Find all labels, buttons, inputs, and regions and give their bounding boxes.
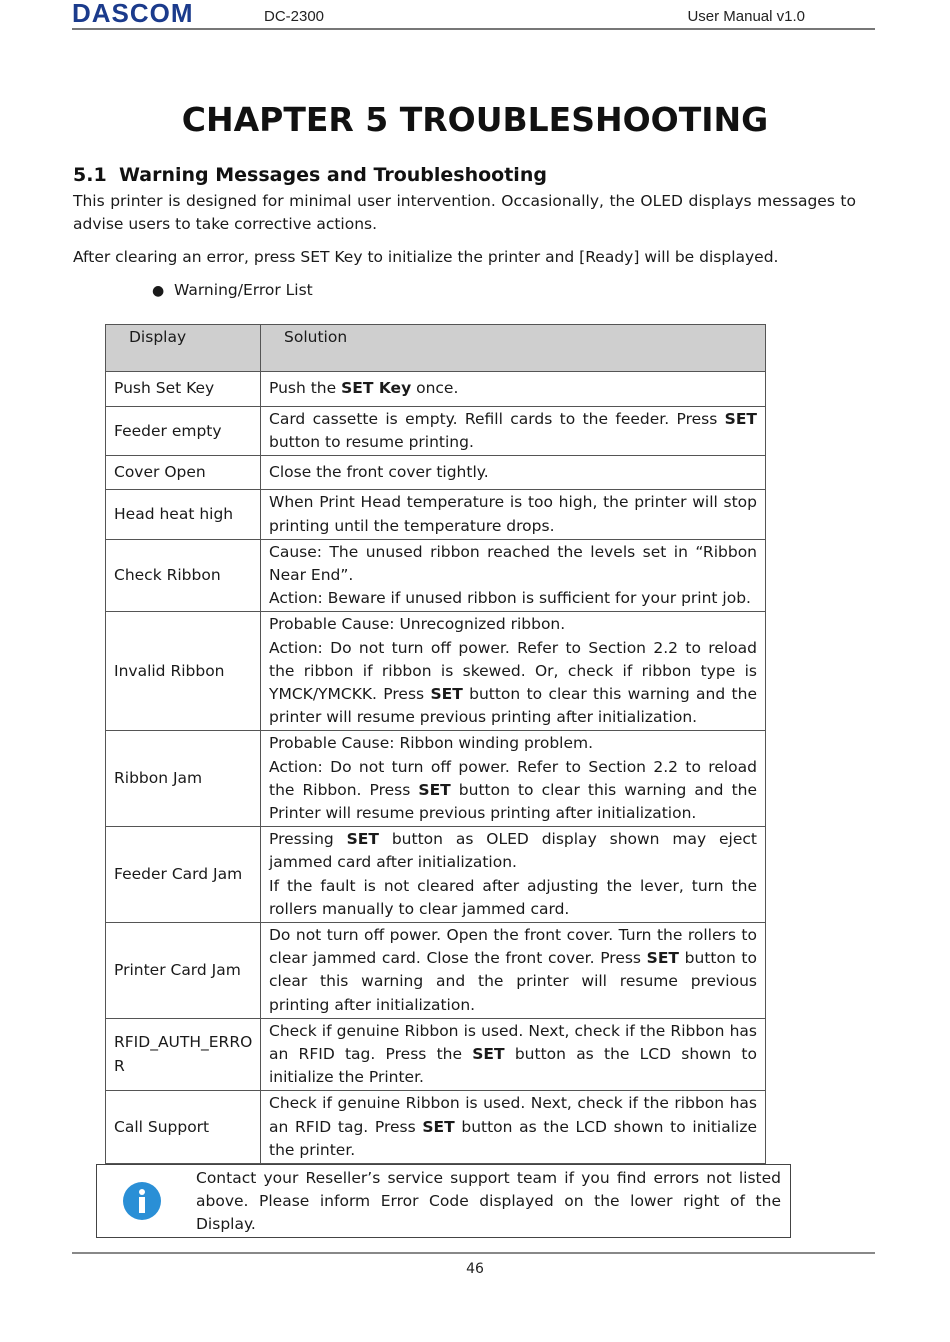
model-name: DC-2300 <box>264 8 325 25</box>
section-heading <box>73 164 547 186</box>
table-header-row <box>106 325 766 372</box>
table-row <box>106 456 766 490</box>
display-cell: Head heat high <box>106 490 261 539</box>
solution-cell: Close the front cover tightly. <box>261 456 766 490</box>
display-cell: Push Set Key <box>106 372 261 407</box>
page-header <box>72 0 875 30</box>
solution-cell: Card cassette is empty. Refill cards to the feeder. Press SET button to resume printing. <box>261 407 766 456</box>
table-row <box>106 407 766 456</box>
table-row <box>106 827 766 923</box>
table-row <box>106 372 766 407</box>
contact-note-box <box>96 1164 791 1238</box>
solution-cell: Do not turn off power. Open the front cover. Turn the rollers to clear jammed card. Close the front cover. Press SET button to clear this warning and the printer will resume previous printing after initialization. <box>261 923 766 1019</box>
section-number: 5.1 <box>73 164 107 186</box>
table-row <box>106 923 766 1019</box>
section-title: Warning Messages and Troubleshooting <box>119 164 547 186</box>
dascom-logo: DASCOM <box>72 0 194 28</box>
header-display: Display <box>106 325 261 372</box>
display-cell: Feeder empty <box>106 407 261 456</box>
solution-cell: Check if genuine Ribbon is used. Next, check if the ribbon has an RFID tag. Press SET button as the LCD shown to initialize the printer. <box>261 1091 766 1164</box>
solution-cell: Pressing SET button as OLED display shown may eject jammed card after initialization. If the fault is not cleared after adjusting the lever, turn the rollers manually to clear jammed card. <box>261 827 766 923</box>
display-cell: Call Support <box>106 1091 261 1164</box>
display-cell: Cover Open <box>106 456 261 490</box>
manual-version: User Manual v1.0 <box>687 8 805 25</box>
solution-cell: Push the SET Key once. <box>261 372 766 407</box>
footer-divider <box>72 1252 875 1254</box>
note-text: Contact your Reseller’s service support team if you find errors not listed above. Please inform Error Code displayed on the lower right of the Display. <box>196 1169 781 1233</box>
bullet-label: Warning/Error List <box>174 281 313 299</box>
display-cell: RFID_AUTH_ERROR <box>106 1018 261 1091</box>
table-row <box>106 539 766 612</box>
table-row <box>106 1091 766 1164</box>
chapter-title: CHAPTER 5 TROUBLESHOOTING <box>181 100 769 139</box>
solution-cell: Cause: The unused ribbon reached the levels set in “Ribbon Near End”. Action: Beware if unused ribbon is sufficient for your print job. <box>261 539 766 612</box>
warning-error-table <box>105 324 766 1164</box>
display-cell: Ribbon Jam <box>106 731 261 827</box>
header-solution: Solution <box>261 325 766 372</box>
solution-cell: Check if genuine Ribbon is used. Next, check if the Ribbon has an RFID tag. Press the SET button as the LCD shown to initialize the Printer. <box>261 1018 766 1091</box>
table-row <box>106 490 766 539</box>
solution-cell: When Print Head temperature is too high, the printer will stop printing until the temperature drops. <box>261 490 766 539</box>
page-number: 46 <box>466 1261 484 1277</box>
solution-cell: Probable Cause: Ribbon winding problem. Action: Do not turn off power. Refer to Section 2.2 to reload the Ribbon. Press SET button to clear this warning and the Printer will resume previous printing after initialization. <box>261 731 766 827</box>
display-cell: Check Ribbon <box>106 539 261 612</box>
table-row <box>106 1018 766 1091</box>
display-cell: Invalid Ribbon <box>106 612 261 731</box>
table-row <box>106 731 766 827</box>
intro-paragraph: This printer is designed for minimal user intervention. Occasionally, the OLED displays messages to advise users to take corrective actions. <box>73 192 856 233</box>
table-row <box>106 612 766 731</box>
bullet-dot-icon: ● <box>152 283 165 299</box>
solution-cell: Probable Cause: Unrecognized ribbon. Action: Do not turn off power. Refer to Section 2.2 to reload the ribbon if ribbon is skewed. Or, check if ribbon type is YMCK/YMCKK. Press SET button to clear this warning and the printer will resume previous printing after initialization. <box>261 612 766 731</box>
bullet-item <box>152 279 313 303</box>
header-divider <box>72 28 875 30</box>
after-clearing-paragraph: After clearing an error, press SET Key to initialize the printer and [Ready] will be displayed. <box>73 248 779 266</box>
display-cell: Printer Card Jam <box>106 923 261 1019</box>
display-cell: Feeder Card Jam <box>106 827 261 923</box>
info-icon <box>123 1182 161 1220</box>
